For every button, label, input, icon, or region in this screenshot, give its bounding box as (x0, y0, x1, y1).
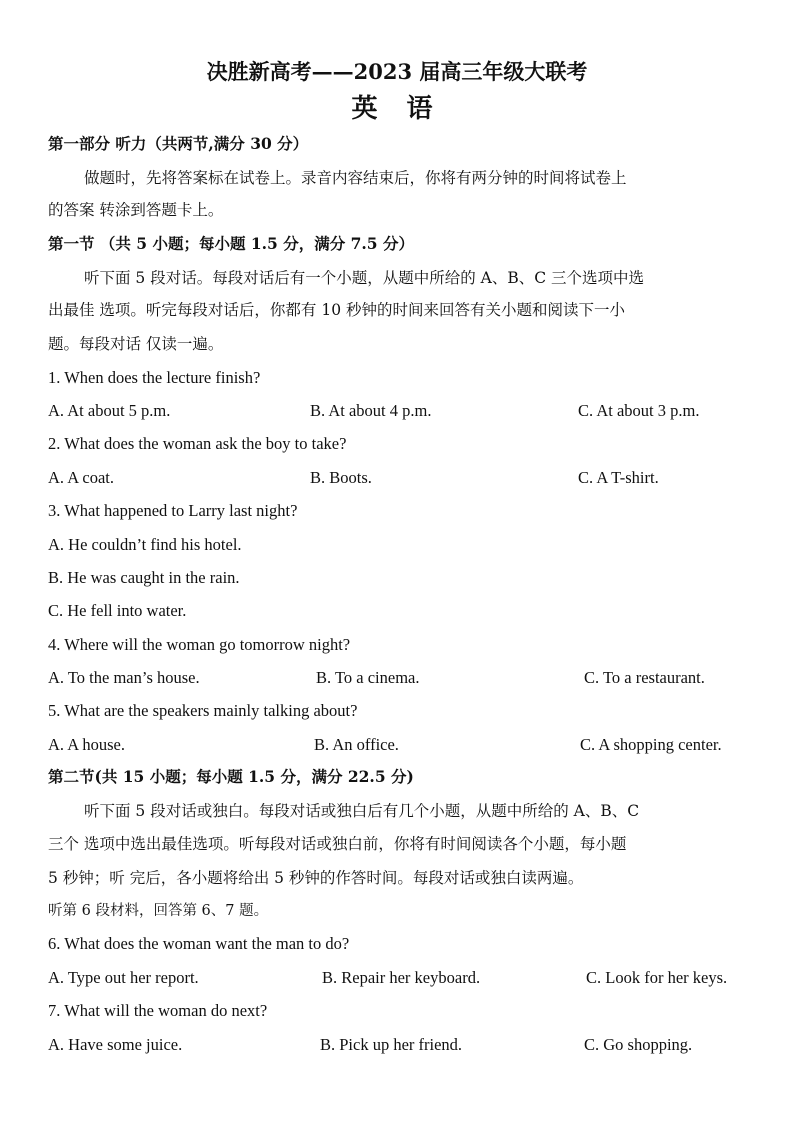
question-7-option-c: C. Go shopping. (584, 1035, 693, 1054)
part1-intro-line-1: 做题时，先将答案标在试卷上。录音内容结束后，你将有两分钟的时间将试卷上 (84, 169, 627, 187)
question-4-option-a: A. To the man’s house. (48, 668, 200, 687)
exam-title: 决胜新高考——2023 届高三年级大联考 (206, 59, 588, 84)
question-1-option-a: A. At about 5 p.m. (48, 401, 171, 420)
section2-intro-line-3: 5 秒钟；听 完后，各小题将给出 5 秒钟的作答时间。每段对话或独白读两遍。 (48, 869, 584, 887)
question-6-option-b: B. Repair her keyboard. (322, 968, 481, 987)
question-1-option-b: B. At about 4 p.m. (310, 401, 432, 420)
section2-intro-line-2: 三个 选项中选出最佳选项。听每段对话或独白前，你将有时间阅读各个小题，每小题 (48, 835, 627, 853)
question-3-option-c: C. He fell into water. (48, 601, 187, 620)
section1-intro-line-1: 听下面 5 段对话。每段对话后有一个小题，从题中所给的 A、B、C 三个选项中选 (84, 269, 645, 287)
question-4-option-b: B. To a cinema. (316, 668, 420, 687)
subject-title: 英 语 (351, 94, 443, 124)
question-2-option-b: B. Boots. (310, 468, 372, 487)
question-5: 5. What are the speakers mainly talking about? (48, 701, 358, 720)
section1-heading: 第一节 （共 5 小题；每小题 1.5 分，满分 7.5 分） (48, 234, 414, 253)
question-4-option-c: C. To a restaurant. (584, 668, 705, 687)
question-6: 6. What does the woman want the man to do? (48, 934, 350, 953)
question-3-option-b: B. He was caught in the rain. (48, 568, 240, 587)
question-7-option-a: A. Have some juice. (48, 1035, 183, 1054)
question-3: 3. What happened to Larry last night? (48, 501, 298, 520)
question-7: 7. What will the woman do next? (48, 1001, 268, 1020)
part1-heading: 第一部分 听力（共两节,满分 30 分） (48, 134, 309, 153)
question-1: 1. When does the lecture finish? (48, 368, 261, 387)
question-5-option-b: B. An office. (314, 735, 399, 754)
section2-heading: 第二节(共 15 小题；每小题 1.5 分，满分 22.5 分) (48, 767, 414, 786)
section1-intro-line-3: 题。每段对话 仅读一遍。 (48, 335, 224, 353)
question-3-option-a: A. He couldn’t find his hotel. (48, 535, 242, 554)
question-2-option-c: C. A T-shirt. (578, 468, 659, 487)
question-2: 2. What does the woman ask the boy to take? (48, 434, 347, 453)
question-6-option-a: A. Type out her report. (48, 968, 199, 987)
question-6-option-c: C. Look for her keys. (586, 968, 728, 987)
material-note: 听第 6 段材料，回答第 6、7 题。 (48, 903, 269, 919)
question-7-option-b: B. Pick up her friend. (320, 1035, 463, 1054)
part1-intro-line-2: 的答案 转涂到答题卡上。 (48, 201, 224, 219)
question-2-option-a: A. A coat. (48, 468, 114, 487)
section2-intro-line-1: 听下面 5 段对话或独白。每段对话或独白后有几个小题，从题中所给的 A、B、C (84, 802, 640, 820)
question-1-option-c: C. At about 3 p.m. (578, 401, 700, 420)
section1-intro-line-2: 出最佳 选项。听完每段对话后，你都有 10 秒钟的时间来回答有关小题和阅读下一小 (48, 301, 626, 319)
question-5-option-a: A. A house. (48, 735, 126, 754)
question-5-option-c: C. A shopping center. (580, 735, 722, 754)
question-4: 4. Where will the woman go tomorrow night? (48, 635, 351, 654)
